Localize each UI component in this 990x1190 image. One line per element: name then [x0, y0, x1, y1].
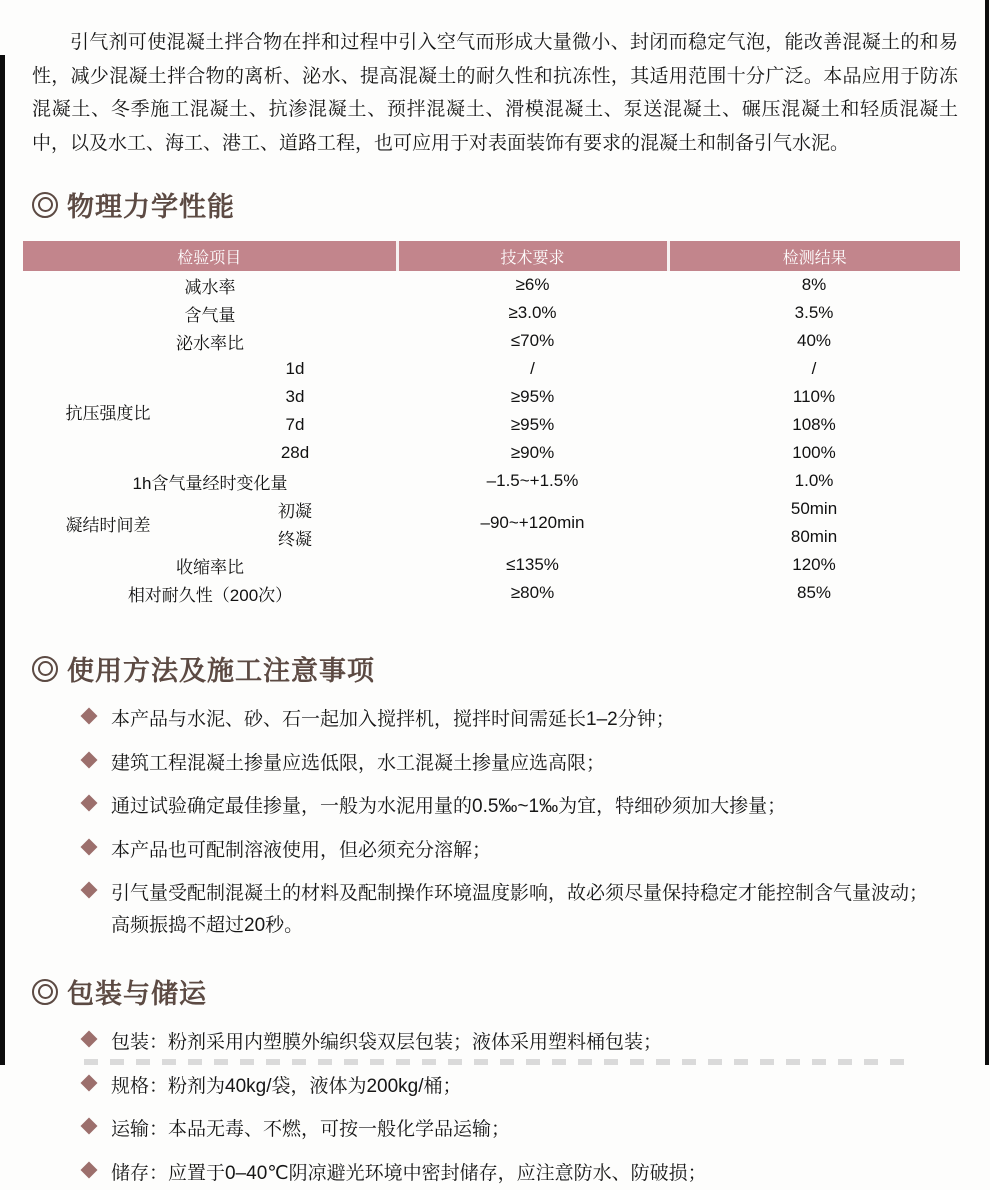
cell-req: /: [530, 359, 535, 378]
bullet-text: 本产品也可配制溶液使用，但必须充分溶解；: [111, 839, 492, 861]
cell-group-label: 凝结时间差: [65, 515, 151, 535]
cutoff-text-line: [84, 1059, 914, 1065]
table-row: [23, 467, 960, 495]
cell-req: ≥90%: [510, 443, 555, 462]
cell-phase: 初凝: [278, 501, 312, 521]
col-header-item: 检验项目: [23, 241, 397, 271]
table-row: [23, 271, 960, 299]
cell-req: ≥6%: [515, 275, 550, 294]
bullseye-icon: [32, 656, 58, 682]
cell-req: ≥95%: [510, 387, 555, 406]
cell-phase: 终凝: [278, 529, 312, 549]
cell-age: 1d: [285, 359, 305, 378]
col-header-result: 检测结果: [668, 241, 960, 271]
list-item: [83, 704, 960, 736]
bullet-text-line1: 引气量受配制混凝土的材料及配制操作环境温度影响，故必须尽量保持稳定才能控制含气量波动；: [111, 883, 929, 904]
cell-age: 3d: [285, 387, 305, 406]
cell-group-label: 抗压强度比: [65, 403, 151, 423]
bullet-text: 储存：应置于0–40℃阴凉避光环境中密封储存，应注意防水、防破损；: [111, 1162, 707, 1184]
list-item: [83, 748, 960, 780]
cell-req: ≤135%: [506, 555, 559, 574]
cell-result: 3.5%: [794, 303, 834, 322]
bullseye-icon: [32, 192, 58, 218]
cell-req: ≥95%: [510, 415, 555, 434]
table-header-row: [23, 241, 960, 271]
bullet-text: 包装：粉剂采用内塑膜外编织袋双层包装；液体采用塑料桶包装；: [111, 1032, 663, 1053]
cell-item: 1h含气量经时变化量: [132, 473, 288, 493]
bullet-text: 通过试验确定最佳掺量，一般为水泥用量的0.5‰~1‰为宜，特细砂须加大掺量；: [111, 796, 787, 817]
col-header-requirement: 技术要求: [397, 241, 668, 271]
scan-edge-left: [0, 55, 5, 1065]
cell-req: ≤70%: [510, 331, 555, 350]
bullet-text: 规格：粉剂为40kg/袋，液体为200kg/桶；: [111, 1075, 462, 1097]
diamond-bullet-icon: [81, 751, 98, 768]
bullet-text: 本产品与水泥、砂、石一起加入搅拌机，搅拌时间需延长1–2分钟；: [111, 709, 675, 730]
bullet-text: 建筑工程混凝土掺量应选低限，水工混凝土掺量应选高限；: [111, 752, 606, 774]
section-title: 包装与储运: [67, 979, 207, 1009]
table-row: [23, 579, 960, 607]
cell-age: 28d: [280, 443, 310, 462]
cell-age: 7d: [285, 415, 305, 434]
cell-req: –1.5~+1.5%: [486, 471, 579, 490]
table-row: [23, 551, 960, 579]
section-heading-physical: [32, 185, 960, 224]
intro-paragraph: 引气剂可使混凝土拌合物在拌和过程中引入空气而形成大量微小、封闭而稳定气泡，能改善混凝土的和易性，减少混凝土拌合物的离析、泌水、提高混凝土的耐久性和抗冻性，其适用范围十分广泛。本品应用于防冻混凝土、冬季施工混凝土、抗渗混凝土、预拌混凝土、滑模混凝土、泵送混凝土、碾压混凝土和轻质混凝土中，以及水工、海工、港工、道路工程，也可应用于对表面装饰有要求的混凝土和制备引气水泥。: [32, 32, 958, 154]
bullseye-icon: [32, 979, 58, 1005]
cell-req: –90~+120min: [480, 513, 585, 532]
usage-bullet-list: [32, 704, 960, 942]
section-title: 物理力学性能: [67, 192, 235, 222]
list-item: [83, 1071, 960, 1103]
list-item: [83, 1158, 960, 1190]
section-heading-packaging: [32, 972, 960, 1011]
cell-result: 8%: [801, 275, 827, 294]
table-row: [23, 327, 960, 355]
table-row: [23, 299, 960, 327]
table-row: [23, 355, 960, 383]
cell-item: 减水率: [184, 277, 236, 297]
diamond-bullet-icon: [81, 795, 98, 812]
cell-item: 含气量: [184, 305, 236, 325]
cell-item: 相对耐久性（200次）: [127, 585, 293, 605]
cell-result: 110%: [792, 387, 836, 406]
diamond-bullet-icon: [81, 1161, 98, 1178]
diamond-bullet-icon: [81, 1118, 98, 1135]
cell-result: 120%: [792, 555, 836, 574]
table-row: [23, 495, 960, 523]
diamond-bullet-icon: [81, 838, 98, 855]
list-item: [83, 791, 960, 823]
cell-result: /: [811, 359, 817, 378]
cell-result: 1.0%: [794, 471, 834, 490]
bullet-text: 运输：本品无毒、不燃，可按一般化学品运输；: [111, 1119, 511, 1140]
section-heading-usage: [32, 649, 960, 688]
list-item: [83, 1027, 960, 1059]
diamond-bullet-icon: [81, 882, 98, 899]
cell-result: 50min: [790, 499, 838, 518]
diamond-bullet-icon: [81, 708, 98, 725]
diamond-bullet-icon: [81, 1074, 98, 1091]
list-item: [83, 878, 960, 942]
cell-result: 108%: [792, 415, 836, 434]
cell-result: 100%: [792, 443, 836, 462]
cell-result: 85%: [797, 583, 832, 602]
section-title: 使用方法及施工注意事项: [67, 656, 375, 686]
cell-req: ≥80%: [510, 583, 555, 602]
cell-item: 收缩率比: [176, 557, 244, 577]
cell-item: 泌水率比: [176, 333, 244, 353]
cell-result: 40%: [797, 331, 832, 350]
cell-result: 80min: [790, 527, 838, 546]
list-item: [83, 835, 960, 867]
packaging-bullet-list: [32, 1027, 960, 1190]
cell-req: ≥3.0%: [508, 303, 557, 322]
bullet-text-line2: 高频振捣不超过20秒。: [111, 915, 304, 936]
spec-table: [23, 241, 960, 607]
diamond-bullet-icon: [81, 1031, 98, 1048]
bullet-text: [111, 878, 928, 942]
scan-edge-right: [985, 0, 989, 1065]
list-item: [83, 1114, 960, 1146]
